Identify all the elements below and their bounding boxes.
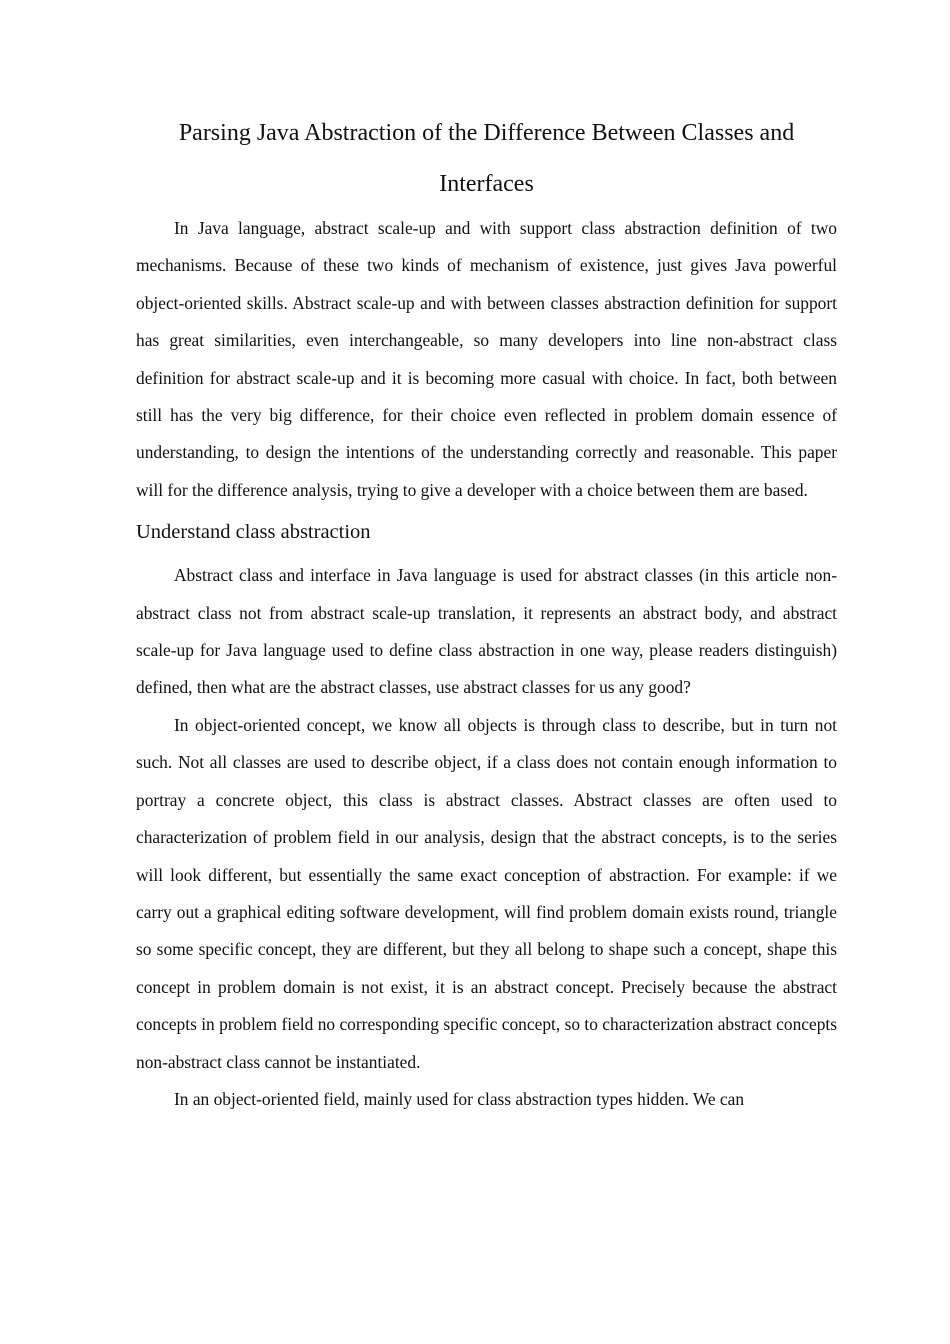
section-paragraph-3: In an object-oriented field, mainly used for class abstraction types hidden. We can	[174, 1088, 745, 1109]
section-paragraph-2: In object-oriented concept, we know all objects is through class to describe, but in turn not such. Not all classes are used to describe object, if a class does not contain enough information to portray a concrete object, this class is abstract classes. Abstract classes are often used to characterization of problem field in our analysis, design that the abstract concepts, is to the series will look different, but essentially the same exact conception of abstraction. For example: if we carry out a graphical editing software development, will find problem domain exists round, triangle so some specific concept, they are different, but they all belong to shape such a concept, shape this concept in problem domain is not exist, it is an abstract concept. Precisely because the abstract concepts in problem field no corresponding specific concept, so to characterization abstract concepts non-abstract class cannot be instantiated.	[136, 714, 837, 1072]
section-paragraph-1: Abstract class and interface in Java language is used for abstract classes (in this article non-abstract class not from abstract scale-up translation, it represents an abstract body, and abstract scale-up for Java language used to define class abstraction in one way, please readers distinguish) defined, then what are the abstract classes, use abstract classes for us any good?	[136, 565, 837, 698]
document-body	[136, 108, 837, 1118]
section-heading: Understand class abstraction	[136, 521, 371, 544]
document-title: Parsing Java Abstraction of the Difference Between Classes and Interfaces	[178, 120, 795, 197]
intro-paragraph: In Java language, abstract scale-up and with support class abstraction definition of two mechanisms. Because of these two kinds of mechanism of existence, just gives Java powerful object-oriented skills. Abstract scale-up and with between classes abstraction definition for support has great similarities, even interchangeable, so many developers into line non-abstract class definition for abstract scale-up and it is becoming more casual with choice. In fact, both between still has the very big difference, for their choice even reflected in problem domain essence of understanding, to design the intentions of the understanding correctly and reasonable. This paper will for the difference analysis, trying to give a developer with a choice between them are based.	[136, 218, 837, 500]
